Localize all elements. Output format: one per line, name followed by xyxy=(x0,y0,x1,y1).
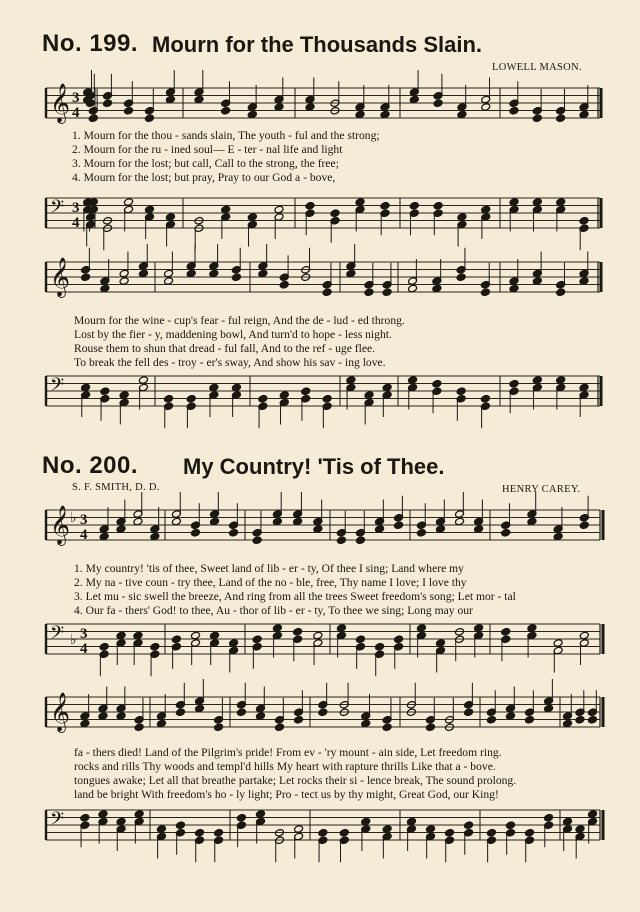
time-signature-icon: 3 xyxy=(72,90,80,106)
verse-line: 3. Mourn for the lost; but call, Call to the strong, the free; xyxy=(72,157,339,170)
time-signature-icon: 3 xyxy=(80,512,88,528)
hymn-title: Mourn for the Thousands Slain. xyxy=(152,32,482,57)
time-signature-icon: 4 xyxy=(72,215,80,231)
verse-line: fa - thers died! Land of the Pilgrim's pride! From ev - 'ry mount - ain side, Let freedom ring. xyxy=(74,746,502,759)
verse-line: To break the fell des - troy - er's sway, And show his sav - ing love. xyxy=(74,356,386,369)
bass-clef-icon: 𝄢 xyxy=(50,809,65,834)
verse-line: 2. My na - tive coun - try thee, Land of the no - ble, free, Thy name I love; I love thy xyxy=(74,576,467,589)
hymn-number: No. 199. xyxy=(42,30,139,57)
treble-clef-icon: 𝄞 xyxy=(50,257,71,297)
verse-line: 1. My country! 'tis of thee, Sweet land of lib - er - ty, Of thee I sing; Land where my xyxy=(74,562,464,575)
verse-line: 4. Our fa - thers' God! to thee, Au - thor of lib - er - ty, To thee we sing; Long may our xyxy=(74,604,473,617)
treble-clef-icon: 𝄞 xyxy=(50,692,71,732)
treble-clef-icon: 𝄞 xyxy=(50,83,71,123)
time-signature-icon: 4 xyxy=(80,527,88,543)
verse-line: 2. Mourn for the ru - ined soul— E - ter - nal life and light xyxy=(72,143,343,156)
verse-line: Mourn for the wine - cup's fear - ful reign, And the de - lud - ed throng. xyxy=(74,314,405,327)
verse-line: 1. Mourn for the thou - sands slain, The youth - ful and the strong; xyxy=(72,129,380,142)
bass-clef-icon: 𝄢 xyxy=(50,197,65,222)
author-credit: S. F. SMITH, D. D. xyxy=(72,482,160,493)
hymn-number: No. 200. xyxy=(42,452,139,479)
treble-clef-icon: 𝄞 xyxy=(50,505,71,545)
verse-line: rocks and rills Thy woods and templ'd hills My heart with rapture thrills Like that a - bove. xyxy=(74,760,496,773)
composer-credit: HENRY CAREY. xyxy=(502,484,581,495)
bass-clef-icon: 𝄢 xyxy=(50,375,65,400)
hymn-title: My Country! 'Tis of Thee. xyxy=(183,454,445,479)
verse-line: tongues awake; Let all that breathe partake; Let rocks their si - lence break, The sound prolong. xyxy=(74,774,517,787)
bass-clef-icon: 𝄢 xyxy=(50,623,65,648)
composer-credit: LOWELL MASON. xyxy=(492,62,582,73)
verse-line: 3. Let mu - sic swell the breeze, And ring from all the trees Sweet freedom's song; Let mor - tal xyxy=(74,590,516,603)
flat-key-icon: ♭ xyxy=(70,632,77,648)
time-signature-icon: 4 xyxy=(80,641,88,657)
verse-line: land be bright With freedom's ho - ly light; Pro - tect us by thy might, Great God, our King! xyxy=(74,788,499,801)
verse-line: 4. Mourn for the lost; but pray, Pray to our God a - bove, xyxy=(72,171,336,184)
verse-line: Rouse them to shun that dread - ful fall, And to the ref - uge flee. xyxy=(74,342,376,355)
verse-line: Lost by the fier - y, maddening bowl, And turn'd to hope - less night. xyxy=(74,328,392,341)
flat-key-icon: ♭ xyxy=(70,510,77,526)
time-signature-icon: 3 xyxy=(72,200,80,216)
time-signature-icon: 3 xyxy=(80,626,88,642)
time-signature-icon: 4 xyxy=(72,105,80,121)
